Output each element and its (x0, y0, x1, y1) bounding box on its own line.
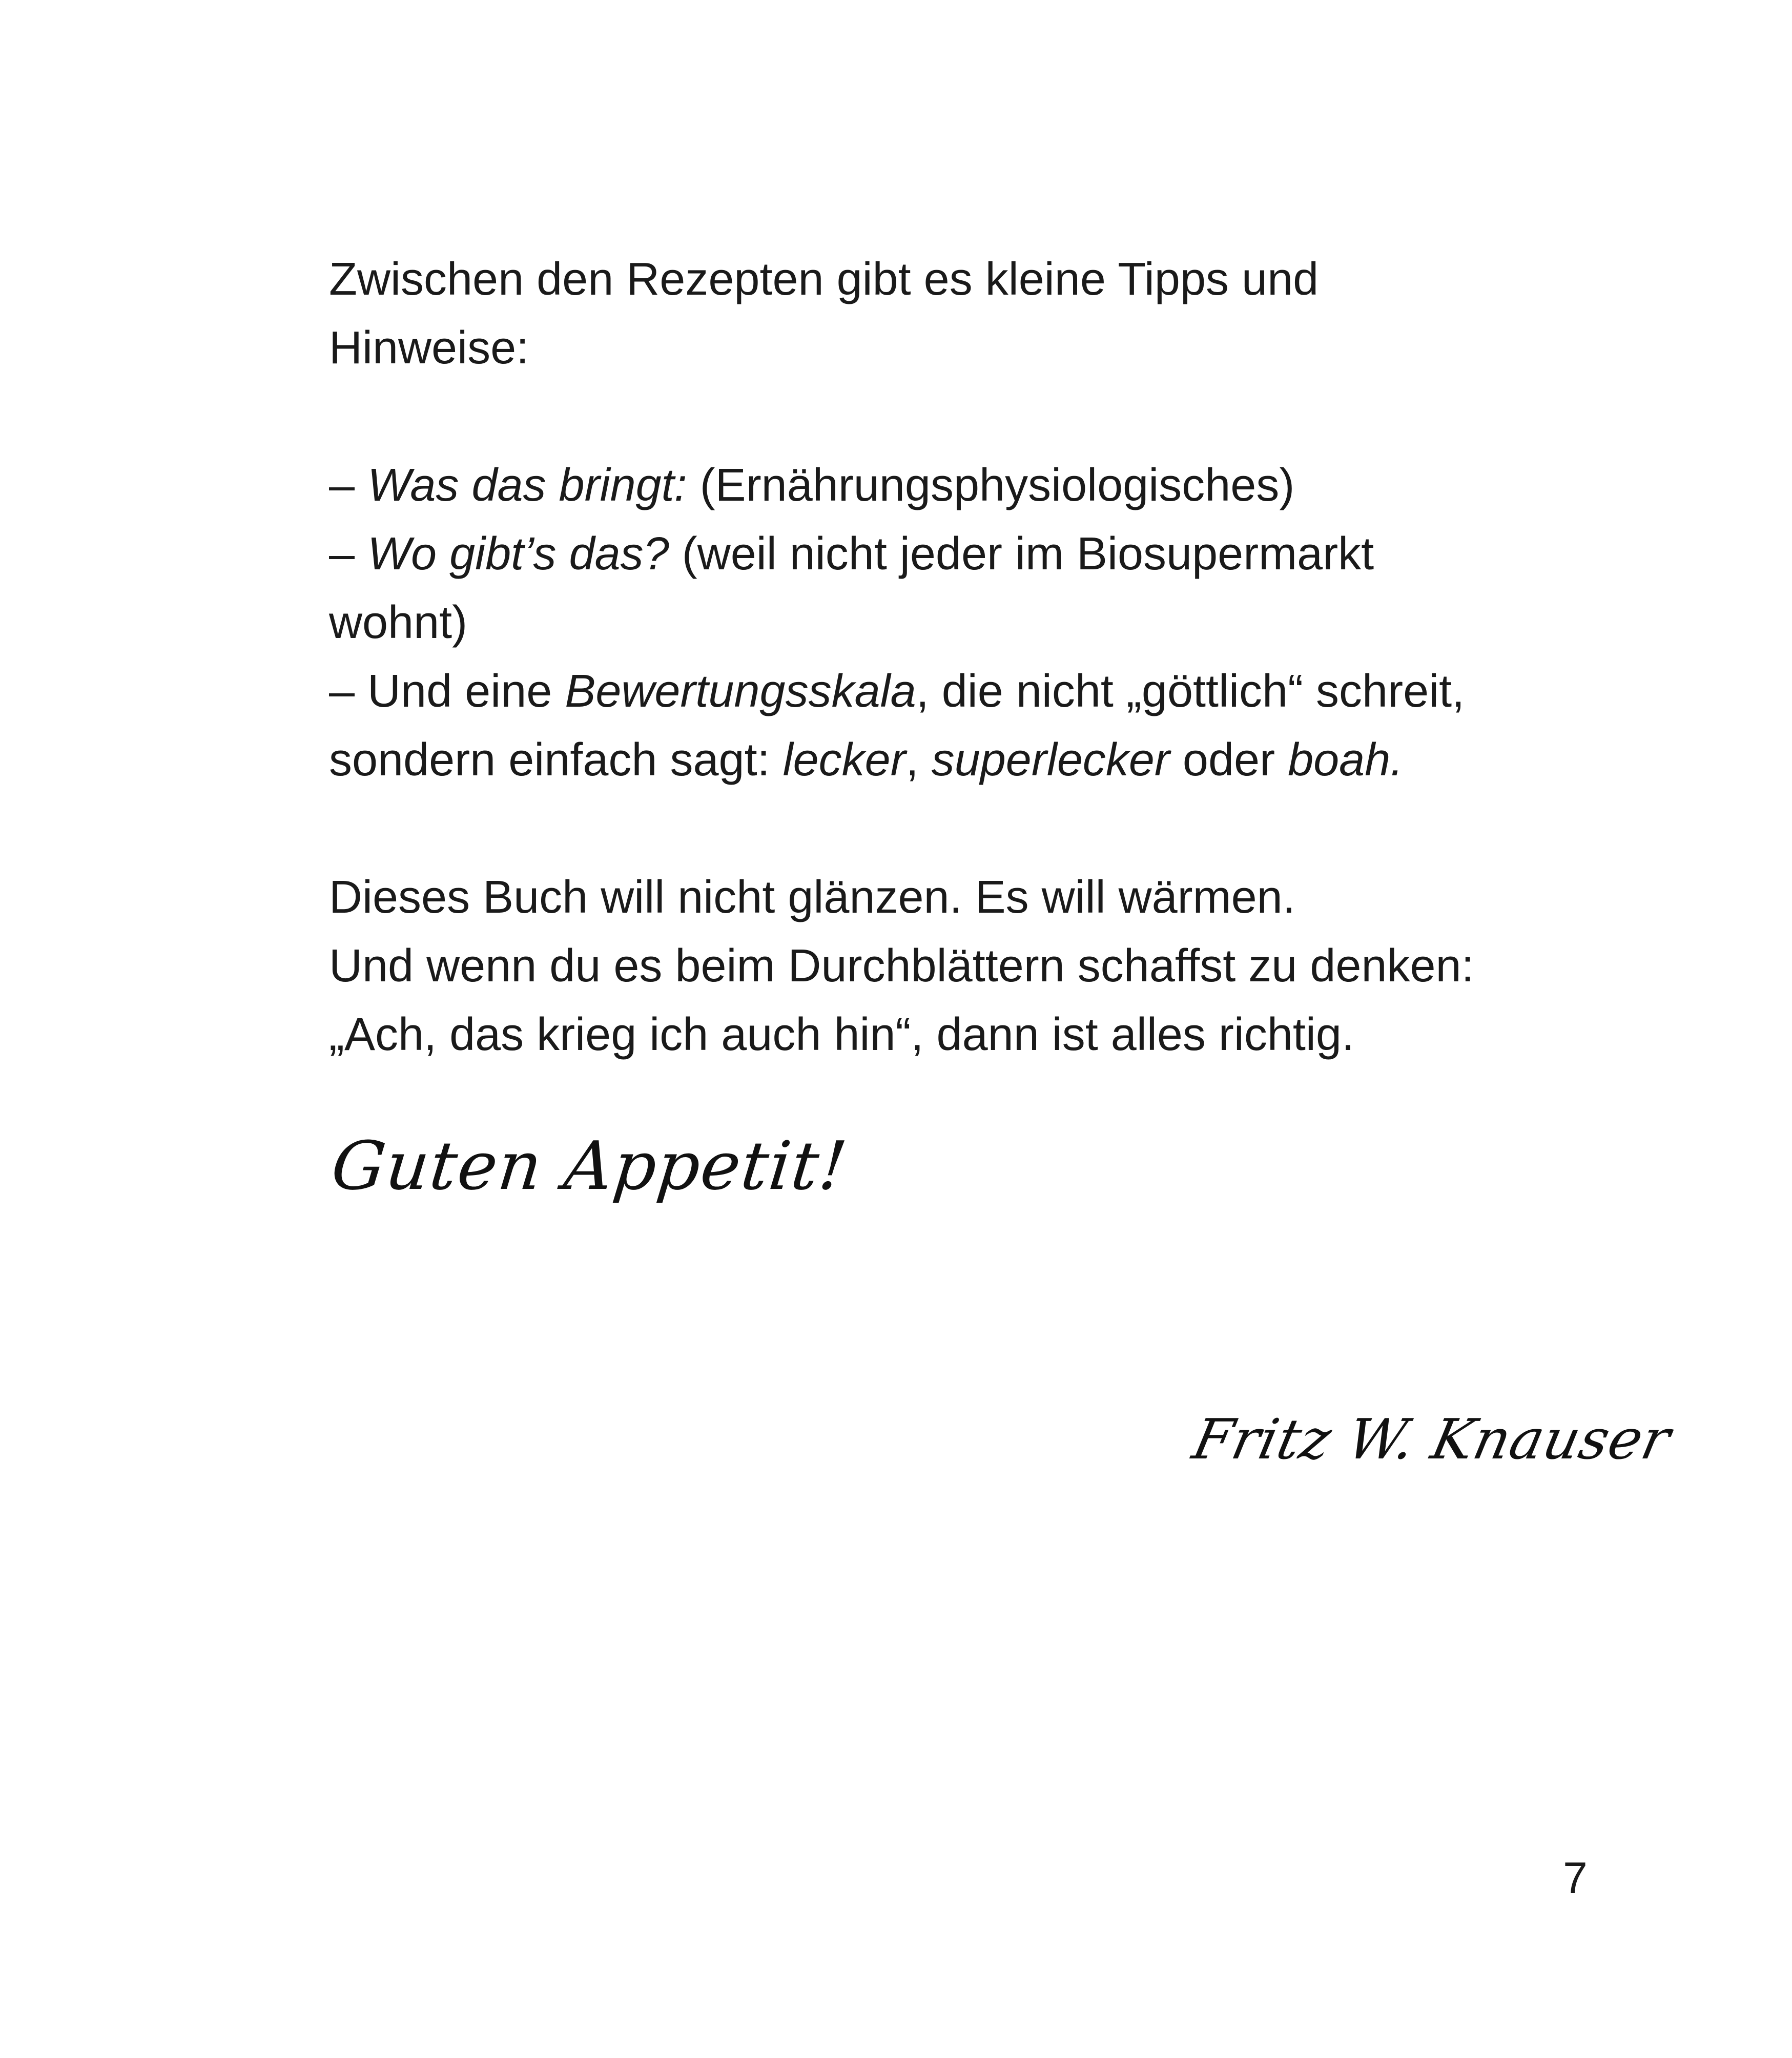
tip-label: Bewertungsskala (565, 666, 916, 717)
tip-dash: – (329, 528, 368, 580)
intro-line-2: Hinweise: (329, 322, 529, 374)
tip-label: Wo gibt’s das? (367, 528, 669, 580)
tip-item-2 (329, 520, 1610, 588)
rating-lecker: lecker (782, 734, 906, 786)
closing-line-2: Und wenn du es beim Durchblättern schaffst zu denken: (329, 940, 1474, 992)
rating-boah: boah. (1288, 734, 1404, 786)
tip-item-3 (329, 657, 1610, 726)
tip-text: (Ernährungsphysiologisches) (687, 460, 1295, 511)
tip-label: Was das bringt: (367, 460, 687, 511)
intro-line-1: Zwischen den Rezepten gibt es kleine Tipps und (329, 254, 1319, 305)
body-text (329, 245, 1610, 1069)
author-signature: Fritz W. Knauser (1187, 1408, 1677, 1472)
paragraph-gap (329, 382, 1610, 451)
paragraph-gap (329, 794, 1610, 863)
rating-separator: , (905, 734, 932, 786)
closing-line-3: „Ach, das krieg ich auch hin“, dann ist alles richtig. (329, 1009, 1354, 1060)
rating-or: oder (1169, 734, 1288, 786)
tip-text: (weil nicht jeder im Biosupermarkt (669, 528, 1374, 580)
tip-item-1 (329, 451, 1610, 520)
tip-item-3-continued (329, 726, 1610, 794)
closing-line-1: Dieses Buch will nicht glänzen. Es will wärmen. (329, 872, 1295, 923)
tip-text: , die nicht „göttlich“ schreit, (916, 666, 1465, 717)
closing-phrase: Guten Appetit! (328, 1127, 852, 1205)
tip-dash: – (329, 460, 368, 511)
tip-text: sondern einfach sagt: (329, 734, 783, 786)
rating-superlecker: superlecker (931, 734, 1170, 786)
tip-item-2-continued: wohnt) (329, 597, 468, 648)
page-number: 7 (1563, 1854, 1588, 1903)
tip-dash: – Und eine (329, 666, 565, 717)
